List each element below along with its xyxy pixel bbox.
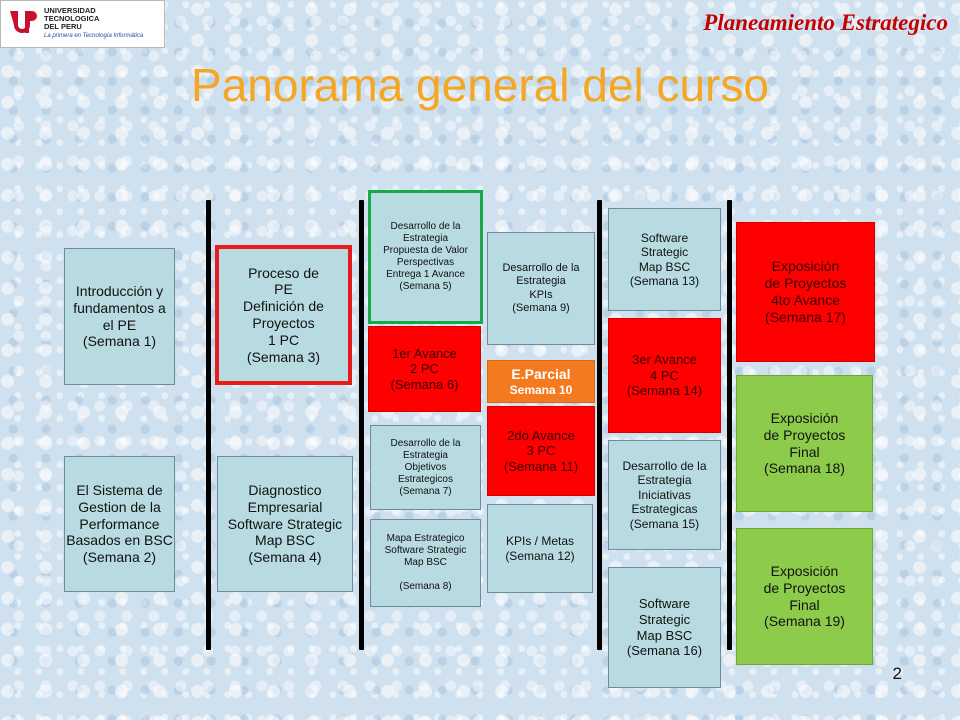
page-title: Panorama general del curso	[191, 59, 769, 111]
box-semana-15: Desarrollo de la Estrategia Iniciativas Estrategicas (Semana 15)	[608, 440, 721, 550]
box-semana-4: Diagnostico Empresarial Software Strategic Map BSC (Semana 4)	[217, 456, 353, 592]
box-semana-17: Exposición de Proyectos 4to Avance (Semana 17)	[736, 222, 875, 362]
box-semana-14: 3er Avance 4 PC (Semana 14)	[608, 318, 721, 433]
examen-parcial-week: Semana 10	[509, 382, 573, 397]
divider-line-4	[727, 200, 732, 650]
box-semana-13: Software Strategic Map BSC (Semana 13)	[608, 208, 721, 311]
utp-logo-icon	[7, 7, 37, 37]
box-semana-9: Desarrollo de la Estrategia KPIs (Semana 9)	[487, 232, 595, 345]
page-number: 2	[892, 664, 902, 683]
logo-line-2: TECNOLOGICA	[44, 14, 100, 23]
box-semana-18: Exposición de Proyectos Final (Semana 18)	[736, 375, 873, 512]
box-semana-6: 1er Avance 2 PC (Semana 6)	[368, 326, 481, 412]
divider-line-2	[359, 200, 364, 650]
university-logo	[0, 0, 165, 48]
box-examen-parcial	[487, 360, 595, 403]
box-semana-16: Software Strategic Map BSC (Semana 16)	[608, 567, 721, 688]
logo-tagline: La primera en Tecnología Informática	[44, 33, 144, 39]
logo-line-3: DEL PERU	[44, 22, 82, 31]
box-semana-7: Desarrollo de la Estrategia Objetivos Estrategicos (Semana 7)	[370, 425, 481, 510]
examen-parcial-title: E.Parcial	[511, 365, 571, 382]
box-semana-8: Mapa Estrategico Software Strategic Map BSC (Semana 8)	[370, 519, 481, 607]
course-brand: Planeamiento Estrategico	[703, 10, 948, 35]
box-semana-2: El Sistema de Gestion de la Performance Basados en BSC (Semana 2)	[64, 456, 175, 592]
box-semana-11: 2do Avance 3 PC (Semana 11)	[487, 406, 595, 496]
box-semana-12: KPIs / Metas (Semana 12)	[487, 504, 593, 593]
box-semana-3: Proceso de PE Definición de Proyectos 1 PC (Semana 3)	[215, 245, 352, 385]
divider-line-3	[597, 200, 602, 650]
box-semana-19: Exposición de Proyectos Final (Semana 19)	[736, 528, 873, 665]
logo-line-1: UNIVERSIDAD	[44, 6, 96, 15]
box-semana-5: Desarrollo de la Estrategia Propuesta de Valor Perspectivas Entrega 1 Avance (Semana 5)	[368, 190, 483, 324]
box-semana-1: Introducción y fundamentos a el PE (Semana 1)	[64, 248, 175, 385]
divider-line-1	[206, 200, 211, 650]
